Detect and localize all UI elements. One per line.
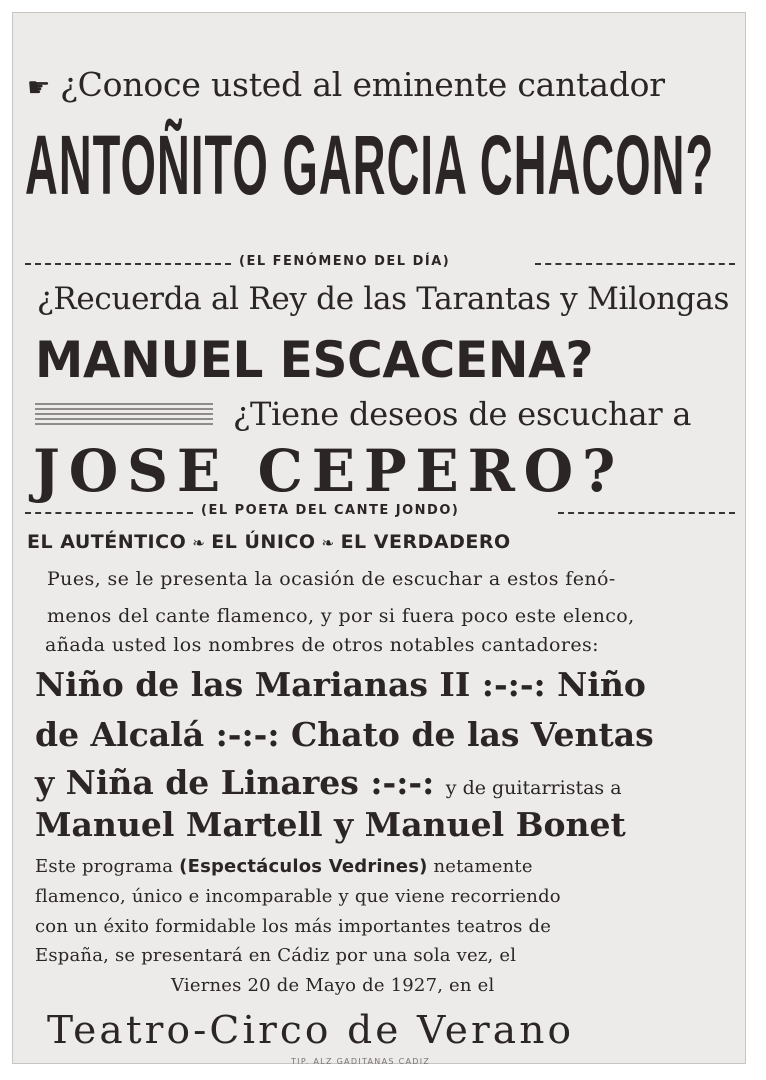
artists-line3-text: y Niña de Linares :-:-: [35, 763, 435, 802]
para1-line3: añada usted los nombres de otros notables cantadores: [45, 634, 599, 656]
dashed-rule-right-2 [558, 512, 735, 514]
para2-line3: con un éxito formidable los más importantes teatros de [35, 916, 552, 937]
venue-title: Teatro-Circo de Verano [47, 1008, 575, 1052]
espectaculos-vedrines: (Espectáculos Vedrines) [179, 856, 428, 877]
headline-antonito: ANTOÑITO GARCIA CHACON? [25, 118, 715, 212]
para2-line2: flamenco, único e incomparable y que viene recorriendo [35, 886, 561, 907]
decorative-lines [35, 403, 213, 425]
question-deseos: ¿Tiene deseos de escuchar a [233, 395, 692, 433]
subtitle-fenomeno: (EL FENÓMENO DEL DÍA) [239, 254, 451, 269]
fleuron-ornament-icon: ❧ [192, 534, 206, 552]
para2-line1 [35, 856, 766, 877]
artists-line2: de Alcalá :-:-: Chato de las Ventas [35, 715, 654, 754]
unico-text: EL ÚNICO [211, 531, 316, 553]
guitarists-line: Manuel Martell y Manuel Bonet [35, 805, 626, 844]
para2-end: netamente [433, 856, 533, 877]
artists-line3 [35, 763, 766, 802]
authentic-line [27, 531, 759, 553]
fleuron-ornament-icon: ❧ [321, 534, 335, 552]
printer-credit: TIP. ALZ GADITANAS CADIZ [291, 1057, 431, 1066]
autentico-text: EL AUTÉNTICO [27, 531, 187, 553]
artists-line1: Niño de las Marianas II :-:-: Niño [35, 665, 646, 704]
pointing-hand-icon: ☛ [27, 73, 51, 103]
intro-text: ¿Conoce usted al eminente cantador [60, 65, 665, 104]
headline-escacena: MANUEL ESCACENA? [35, 331, 594, 389]
dashed-rule-left-2 [25, 512, 193, 514]
dashed-rule-right [535, 263, 735, 265]
guitar-intro: y de guitarristas a [445, 777, 622, 799]
para1-line1: Pues, se le presenta la ocasión de escuchar a estos fenó- [47, 568, 616, 590]
para1-line2: menos del cante flamenco, y por si fuera poco este elenco, [47, 605, 635, 627]
intro-line [27, 65, 759, 104]
concert-poster [12, 12, 746, 1064]
para2-line4: España, se presentará en Cádiz por una sola vez, el [35, 945, 517, 966]
para2-start: Este programa [35, 856, 174, 877]
verdadero-text: EL VERDADERO [340, 531, 511, 553]
dashed-rule-left [25, 263, 231, 265]
headline-cepero: JOSE CEPERO? [33, 437, 625, 505]
para2-line5: Viernes 20 de Mayo de 1927, en el [171, 975, 495, 996]
subtitle-poeta: (EL POETA DEL CANTE JONDO) [201, 503, 460, 518]
question-rey: ¿Recuerda al Rey de las Tarantas y Milongas [37, 281, 730, 317]
